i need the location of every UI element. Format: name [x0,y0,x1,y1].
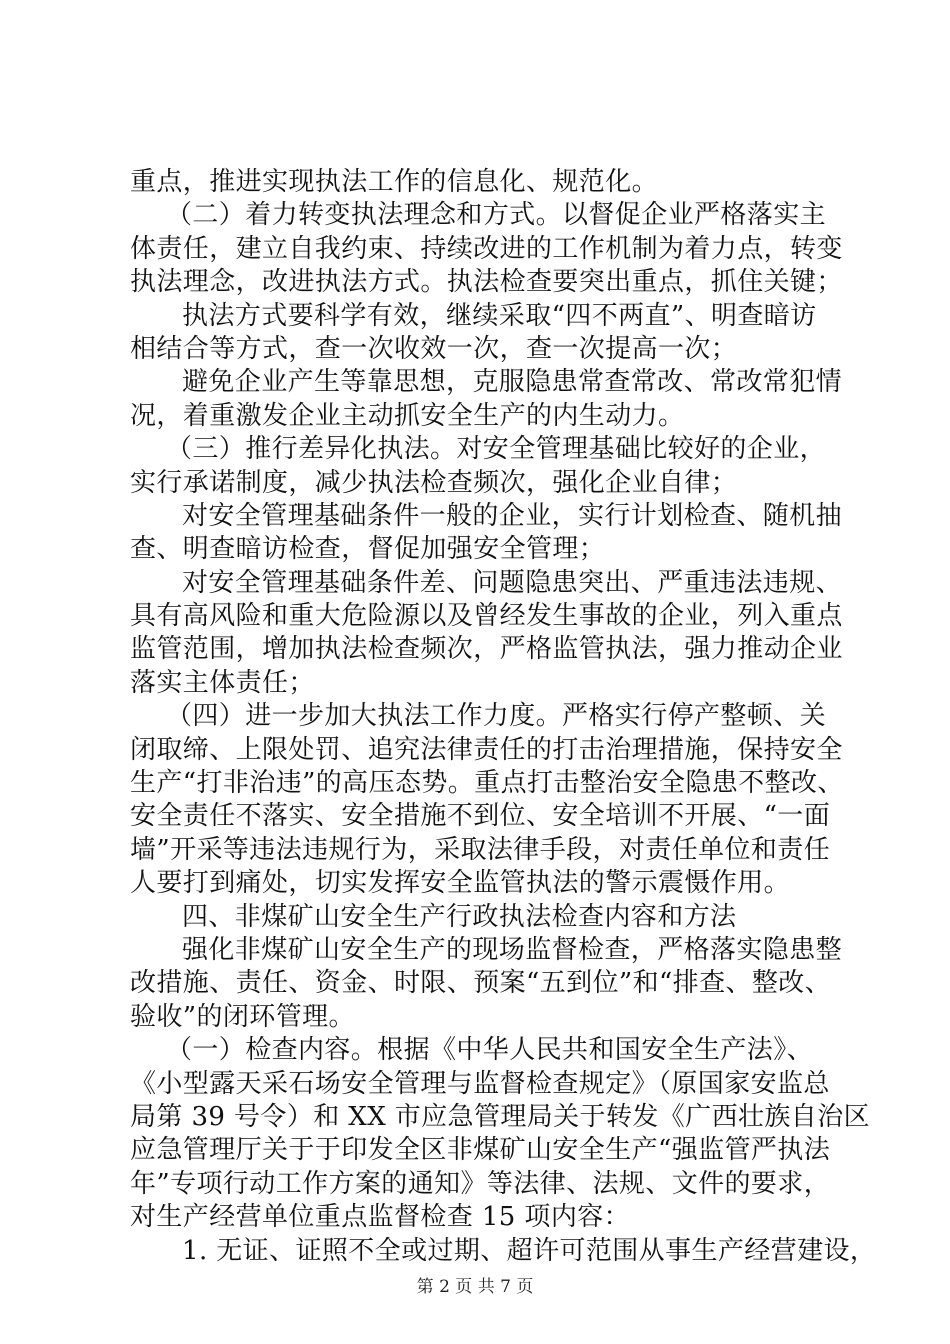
text-line: 查、明查暗访检查，督促加强安全管理； [130,534,606,565]
text-line: 对安全管理基础条件一般的企业，实行计划检查、随机抽 [182,500,843,531]
text-line: 执法理念，改进执法方式。执法检查要突出重点，抓住关键； [130,267,843,298]
text-line: 落实主体责任； [130,667,315,698]
text-line: （一）检查内容。根据《中华人民共和国安全生产法》、 [166,1035,814,1066]
text-line: 年”专项行动工作方案的通知》等法律、法规、文件的要求， [130,1168,831,1199]
text-line: 重点，推进实现执法工作的信息化、规范化。 [130,167,659,197]
page-footer: 第 2 页 共 7 页 [416,1277,534,1297]
text-line: 改措施、责任、资金、时限、预案“五到位”和“排查、整改、 [130,968,832,999]
text-line: （四）进一步加大执法工作力度。严格实行停产整顿、关 [166,701,827,732]
text-line: 具有高风险和重大危险源以及曾经发生事故的企业，列入重点 [130,601,843,632]
text-line: 1. 无证、证照不全或过期、超许可范围从事生产经营建设， [182,1235,877,1266]
text-line: （二）着力转变执法理念和方式。以督促企业严格落实主 [166,200,827,231]
text-line: 应急管理厅关于于印发全区非煤矿山安全生产“强监管严执法 [130,1135,831,1166]
text-line: 生产“打非治违”的高压态势。重点打击整治安全隐患不整改、 [130,768,844,799]
text-line: （三）推行差异化执法。对安全管理基础比较好的企业， [166,434,827,465]
text-line: 墙”开采等违法违规行为，采取法律手段，对责任单位和责任 [130,834,831,865]
text-line: 实行承诺制度，减少执法检查频次，强化企业自律； [130,467,738,498]
text-line: 四、非煤矿山安全生产行政执法检查内容和方法 [182,901,737,932]
text-line: 安全责任不落实、安全措施不到位、安全培训不开展、“一面 [130,801,831,832]
text-line: 局第 39 号令）和 XX 市应急管理局关于转发《广西壮族自治区 [130,1101,870,1132]
text-line: 《小型露天采石场安全管理与监督检查规定》（原国家安监总 [130,1068,830,1099]
text-line: 闭取缔、上限处罚、追究法律责任的打击治理措施，保持安全 [130,734,843,765]
text-line: 相结合等方式，查一次收效一次，查一次提高一次； [130,333,738,364]
text-line: 避免企业产生等靠思想，克服隐患常查常改、常改常犯情 [182,367,843,398]
text-line: 强化非煤矿山安全生产的现场监督检查，严格落实隐患整 [182,934,843,965]
text-line: 况，着重激发企业主动抓安全生产的内生动力。 [130,400,685,431]
text-line: 监管范围，增加执法检查频次，严格监管执法，强力推动企业 [130,634,843,665]
text-line: 体责任，建立自我约束、持续改进的工作机制为着力点，转变 [130,233,843,264]
text-line: 验收”的闭环管理。 [130,1001,355,1032]
text-line: 执法方式要科学有效，继续采取“四不两直”、明查暗访 [182,300,817,331]
text-line: 对安全管理基础条件差、问题隐患突出、严重违法违规、 [182,567,843,598]
text-line: 人要打到痛处，切实发挥安全监管执法的警示震慑作用。 [130,868,791,899]
text-line: 对生产经营单位重点监督检查 15 项内容： [130,1202,631,1233]
document-body [130,166,877,1268]
